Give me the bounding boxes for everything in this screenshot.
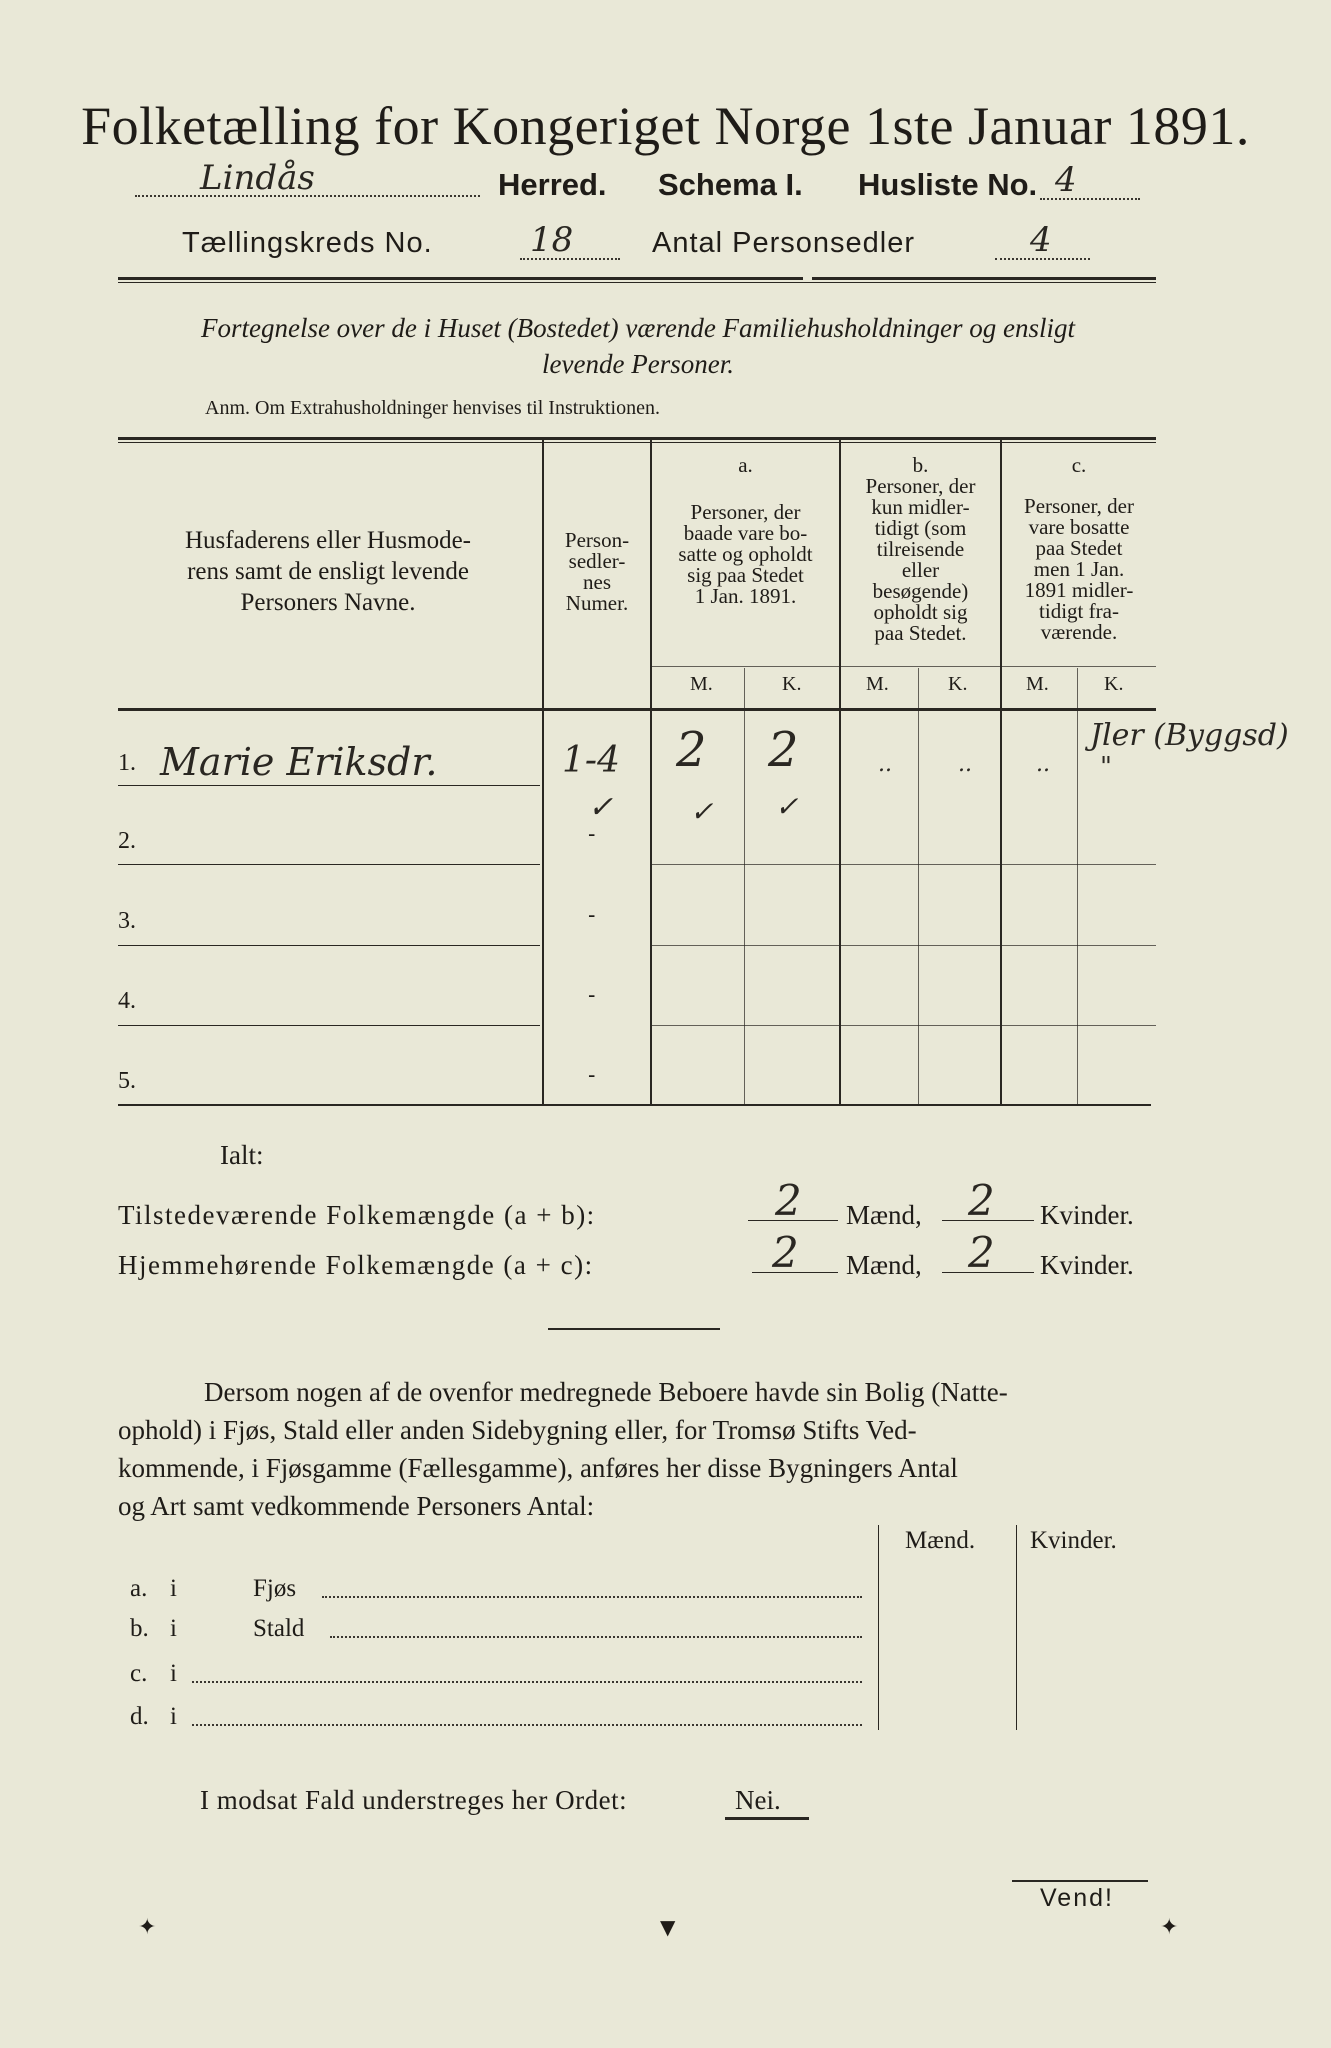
row-2-number: 2. [118, 828, 136, 854]
a-m-label: M. [690, 673, 713, 695]
item-a-letter: a. [130, 1575, 148, 1602]
hjem-label: Hjemmehørende Folkemængde (a + c): [118, 1250, 594, 1280]
row-1-sedler: 1-4 [562, 740, 620, 781]
antal-label: Antal Personsedler [652, 227, 916, 259]
item-a-label: Fjøs [253, 1575, 297, 1602]
row-3-sedler: - [588, 903, 596, 928]
header-b-line-2: kun midler- [871, 495, 970, 519]
hjem-maend: Mænd, [846, 1250, 922, 1280]
a-k-label: K. [782, 673, 802, 695]
antal-value: 4 [1030, 220, 1052, 260]
vline-c-mk [1077, 668, 1078, 1106]
header-a-line-1: Personer, der [690, 500, 801, 524]
item-c-dotted-line [192, 1681, 862, 1683]
modsat-text: I modsat Fald understreges her Ordet: [200, 1785, 628, 1815]
nei-word: Nei. [735, 1785, 781, 1815]
item-d-i: i [170, 1703, 177, 1730]
row-3-number: 3. [118, 908, 136, 934]
row-1-c-m: .. [1036, 752, 1050, 777]
header-b-line-5: eller [901, 558, 940, 582]
print-mark-left: ✦ [138, 1915, 157, 1940]
header-c-line-6: tidigt fra- [1039, 599, 1119, 623]
item-b-letter: b. [130, 1615, 149, 1642]
paragraph-line-1: Dersom nogen af de ovenfor medregnede Beboere havde sin Bolig (Natte- [204, 1377, 1008, 1407]
header-names-line-1: Husfaderens eller Husmode- [184, 527, 471, 554]
buildings-maend-header: Mænd. [905, 1527, 976, 1554]
hjem-m-value: 2 [772, 1228, 799, 1277]
header-num-line-3: nes [583, 570, 611, 594]
row-2-sedler: - [588, 822, 596, 847]
row-1-a-m: 2 [676, 722, 707, 778]
husliste-label: Husliste No. [858, 167, 1038, 202]
b-k-label: K. [948, 673, 968, 695]
herred-label: Herred. [498, 167, 607, 202]
item-a-dotted-line [322, 1596, 862, 1598]
header-b-line-1: Personer, der [865, 474, 976, 498]
header-c [1002, 455, 1156, 643]
tilst-k-value: 2 [968, 1176, 995, 1225]
vline-a-mk [744, 668, 745, 1106]
item-a-i: i [170, 1575, 177, 1602]
row-1-number: 1. [118, 750, 136, 776]
dwelling-paragraph [118, 1373, 1163, 1525]
item-c-i: i [170, 1660, 177, 1687]
header-c-line-1: Personer, der [1024, 494, 1134, 518]
schema-label: Schema I. [658, 167, 803, 202]
header-num-line-2: sedler- [568, 549, 626, 573]
header-b-line-7: opholdt sig [873, 600, 968, 624]
header-a [652, 455, 839, 607]
husliste-value: 4 [1055, 160, 1077, 200]
print-mark-center: ▼ [660, 1915, 676, 1939]
row-2-rule [118, 864, 540, 865]
hjem-k-value: 2 [968, 1228, 995, 1277]
header-b-line-3: tidigt (som [874, 516, 967, 540]
buildings-vline-mid [1016, 1525, 1017, 1730]
row-4-number: 4. [118, 988, 136, 1014]
row-4-rule [118, 1025, 540, 1026]
print-mark-right: ✦ [1160, 1915, 1179, 1940]
header-names [118, 525, 538, 618]
header-a-line-5: 1 Jan. 1891. [694, 584, 797, 608]
header-a-line-2: baade vare bo- [683, 521, 808, 545]
check-mark-a-m: ✓ [690, 795, 714, 828]
header-c-line-4: men 1 Jan. [1033, 557, 1125, 581]
header-c-line-2: vare bosatte [1028, 515, 1130, 539]
ialt-label: Ialt: [220, 1140, 264, 1170]
header-c-letter: c. [1071, 453, 1087, 477]
anm-note: Anm. Om Extrahusholdninger henvises til Instruktionen. [205, 397, 660, 419]
paragraph-line-2: ophold) i Fjøs, Stald eller anden Sidebygning eller, for Tromsø Stifts Ved- [118, 1415, 917, 1445]
header-b-letter: b. [912, 453, 929, 477]
paragraph-line-4: og Art samt vedkommende Personers Antal: [118, 1491, 595, 1521]
row-4-rule-right [652, 1025, 1156, 1026]
header-names-line-2: rens samt de ensligt levende [187, 558, 469, 585]
kreds-label: Tællingskreds No. [182, 227, 433, 259]
row-1-b-m: .. [878, 752, 892, 777]
header-b-line-8: paa Stedet. [874, 621, 967, 645]
hjem-kvinder: Kvinder. [1040, 1250, 1134, 1280]
herred-value: Lindås [200, 158, 315, 198]
row-3-rule-right [652, 945, 1156, 946]
header-num-line-4: Numer. [565, 591, 629, 615]
header-b [841, 455, 1000, 644]
header-num-line-1: Person- [564, 528, 630, 552]
buildings-vline-left [878, 1525, 879, 1730]
tilst-m-value: 2 [775, 1176, 802, 1225]
item-b-dotted-line [330, 1636, 862, 1638]
buildings-kvinder-header: Kvinder. [1030, 1527, 1117, 1554]
header-names-line-3: Personers Navne. [240, 589, 416, 616]
header-a-line-4: sig paa Stedet [687, 563, 804, 587]
c-m-label: M. [1026, 673, 1049, 695]
header-c-line-7: værende. [1040, 620, 1118, 644]
header-c-line-3: paa Stedet [1035, 536, 1123, 560]
paragraph-line-3: kommende, i Fjøsgamme (Fællesgamme), anføres her disse Bygningers Antal [118, 1453, 958, 1483]
item-d-letter: d. [130, 1703, 149, 1730]
header-num [545, 530, 649, 614]
table-bottom-rule [118, 1104, 1151, 1106]
row-1-c-k: " [1100, 752, 1112, 782]
row-4-sedler: - [588, 983, 596, 1008]
header-c-line-5: 1891 midler- [1024, 578, 1134, 602]
row-1-rule [118, 785, 540, 786]
check-mark-a-k: ✓ [775, 790, 799, 823]
row-5-number: 5. [118, 1068, 136, 1094]
row-1-b-k: .. [958, 752, 972, 777]
tilst-maend: Mænd, [846, 1200, 922, 1230]
kreds-value: 18 [530, 220, 574, 260]
row-1-note: Jler (Byggsd) [1090, 718, 1289, 753]
tilst-label: Tilstedeværende Folkemængde (a + b): [118, 1200, 596, 1230]
item-d-dotted-line [192, 1724, 862, 1726]
header-a-letter: a. [738, 453, 753, 477]
vline-names [542, 440, 544, 1106]
item-b-label: Stald [253, 1615, 305, 1642]
item-c-letter: c. [130, 1660, 148, 1687]
vend-label: Vend! [1040, 1884, 1114, 1912]
tilst-kvinder: Kvinder. [1040, 1200, 1134, 1230]
vend-rule [1012, 1880, 1148, 1882]
header-b-line-4: tilreisende [876, 537, 965, 561]
subtitle-line-2: levende Personer. [542, 349, 734, 379]
row-3-rule [118, 945, 540, 946]
check-mark-sedler: ✓ [588, 790, 614, 825]
header-a-line-3: satte og opholdt [678, 542, 813, 566]
row-1-name: Marie Eriksdr. [160, 740, 438, 784]
row-2-rule-right [652, 864, 1156, 865]
section-separator [548, 1328, 720, 1330]
vline-b-mk [918, 668, 919, 1106]
form-title: Folketælling for Kongeriget Norge 1ste Januar 1891. [81, 96, 1250, 156]
header-b-line-6: besøgende) [872, 579, 969, 603]
b-m-label: M. [866, 673, 889, 695]
nei-underline [725, 1817, 809, 1820]
row-5-sedler: - [588, 1063, 596, 1088]
c-k-label: K. [1104, 673, 1124, 695]
item-b-i: i [170, 1615, 177, 1642]
subtitle-line-1: Fortegnelse over de i Huset (Bostedet) værende Familiehusholdninger og ensligt [200, 313, 1076, 343]
row-1-a-k: 2 [768, 722, 799, 778]
mk-rule [652, 666, 1156, 667]
